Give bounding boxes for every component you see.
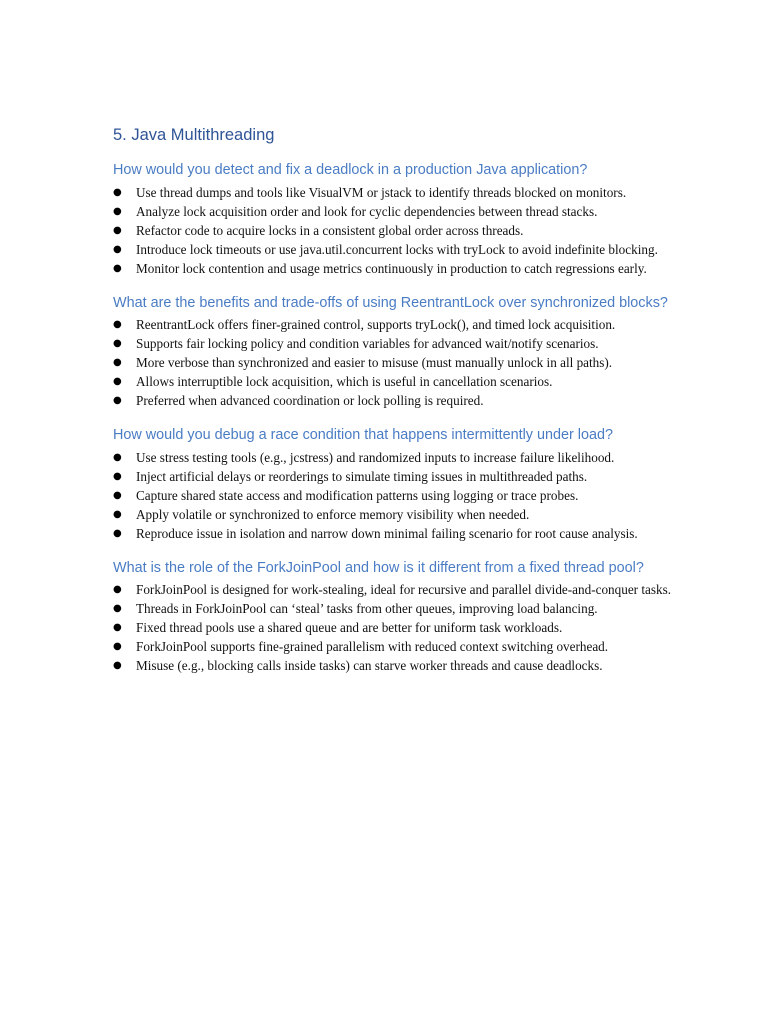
bullet-icon: ● bbox=[113, 622, 122, 633]
question-heading: What are the benefits and trade-offs of using ReentrantLock over synchronized blocks? bbox=[113, 294, 668, 311]
bullet-item bbox=[113, 315, 673, 334]
bullet-text: Supports fair locking policy and condition variables for advanced wait/notify scenarios. bbox=[136, 336, 599, 351]
bullet-item bbox=[113, 524, 673, 543]
bullet-item bbox=[113, 656, 673, 675]
qa-section bbox=[113, 159, 673, 278]
bullet-icon: ● bbox=[113, 243, 122, 255]
bullet-icon: ● bbox=[113, 319, 122, 330]
bullet-text: Monitor lock contention and usage metrics continuously in production to catch regressions early. bbox=[136, 260, 647, 276]
bullet-text: Threads in ForkJoinPool can ‘steal’ tasks from other queues, improving load balancing. bbox=[136, 601, 598, 616]
qa-section bbox=[113, 424, 673, 543]
bullet-icon: ● bbox=[113, 338, 122, 349]
bullet-icon: ● bbox=[113, 470, 122, 482]
bullet-icon: ● bbox=[113, 527, 122, 539]
question-heading: What is the role of the ForkJoinPool and how is it different from a fixed thread pool? bbox=[113, 559, 644, 576]
qa-section bbox=[113, 557, 673, 676]
bullet-icon: ● bbox=[113, 205, 122, 217]
bullet-item bbox=[113, 183, 673, 202]
bullet-icon: ● bbox=[113, 186, 122, 198]
bullet-text: Use stress testing tools (e.g., jcstress) and randomized inputs to increase failure likelihood. bbox=[136, 449, 615, 465]
bullet-item bbox=[113, 467, 673, 486]
bullet-icon: ● bbox=[113, 451, 122, 463]
bullet-icon: ● bbox=[113, 376, 122, 387]
qa-section bbox=[113, 292, 673, 411]
document-page bbox=[113, 124, 673, 689]
bullet-item bbox=[113, 240, 673, 259]
bullet-text: ReentrantLock offers finer-grained control, supports tryLock(), and timed lock acquisition. bbox=[136, 317, 616, 332]
bullet-text: Refactor code to acquire locks in a consistent global order across threads. bbox=[136, 222, 524, 238]
bullet-icon: ● bbox=[113, 395, 122, 406]
bullet-item bbox=[113, 637, 673, 656]
bullet-text: Fixed thread pools use a shared queue and are better for uniform task workloads. bbox=[136, 620, 563, 635]
answer-bullet-list bbox=[113, 315, 673, 410]
bullet-text: Capture shared state access and modification patterns using logging or trace probes. bbox=[136, 487, 579, 503]
bullet-icon: ● bbox=[113, 584, 122, 595]
bullet-text: Apply volatile or synchronized to enforce memory visibility when needed. bbox=[136, 506, 530, 522]
answer-bullet-list bbox=[113, 580, 673, 675]
bullet-item bbox=[113, 221, 673, 240]
bullet-item bbox=[113, 372, 673, 391]
bullet-text: Analyze lock acquisition order and look for cyclic dependencies between thread stacks. bbox=[136, 203, 598, 219]
bullet-item bbox=[113, 259, 673, 278]
bullet-icon: ● bbox=[113, 508, 122, 520]
bullet-text: ForkJoinPool is designed for work-stealing, ideal for recursive and parallel divide-and-conquer tasks. bbox=[136, 582, 672, 597]
bullet-item bbox=[113, 353, 673, 372]
bullet-icon: ● bbox=[113, 262, 122, 274]
bullet-icon: ● bbox=[113, 603, 122, 614]
bullet-text: Use thread dumps and tools like VisualVM or jstack to identify threads blocked on monitors. bbox=[136, 184, 627, 200]
bullet-icon: ● bbox=[113, 660, 122, 671]
bullet-item bbox=[113, 334, 673, 353]
question-heading: How would you detect and fix a deadlock in a production Java application? bbox=[113, 162, 588, 178]
document-title: 5. Java Multithreading bbox=[113, 126, 275, 144]
bullet-icon: ● bbox=[113, 224, 122, 236]
bullet-text: Reproduce issue in isolation and narrow down minimal failing scenario for root cause analysis. bbox=[136, 525, 638, 541]
bullet-icon: ● bbox=[113, 489, 122, 501]
bullet-text: Misuse (e.g., blocking calls inside tasks) can starve worker threads and cause deadlocks. bbox=[136, 658, 603, 673]
bullet-item bbox=[113, 505, 673, 524]
bullet-item bbox=[113, 391, 673, 410]
bullet-item bbox=[113, 580, 673, 599]
answer-bullet-list bbox=[113, 448, 673, 543]
bullet-text: More verbose than synchronized and easier to misuse (must manually unlock in all paths). bbox=[136, 355, 613, 370]
bullet-icon: ● bbox=[113, 357, 122, 368]
answer-bullet-list bbox=[113, 183, 673, 278]
bullet-item bbox=[113, 599, 673, 618]
bullet-item bbox=[113, 202, 673, 221]
bullet-icon: ● bbox=[113, 641, 122, 652]
bullet-text: ForkJoinPool supports fine-grained parallelism with reduced context switching overhead. bbox=[136, 639, 609, 654]
bullet-item bbox=[113, 486, 673, 505]
question-heading: How would you debug a race condition that happens intermittently under load? bbox=[113, 427, 613, 443]
bullet-item bbox=[113, 448, 673, 467]
bullet-item bbox=[113, 618, 673, 637]
bullet-text: Inject artificial delays or reorderings to simulate timing issues in multithreaded paths. bbox=[136, 468, 588, 484]
bullet-text: Preferred when advanced coordination or lock polling is required. bbox=[136, 393, 484, 408]
bullet-text: Allows interruptible lock acquisition, which is useful in cancellation scenarios. bbox=[136, 374, 553, 389]
bullet-text: Introduce lock timeouts or use java.util.concurrent locks with tryLock to avoid indefinite blocking. bbox=[136, 241, 658, 257]
